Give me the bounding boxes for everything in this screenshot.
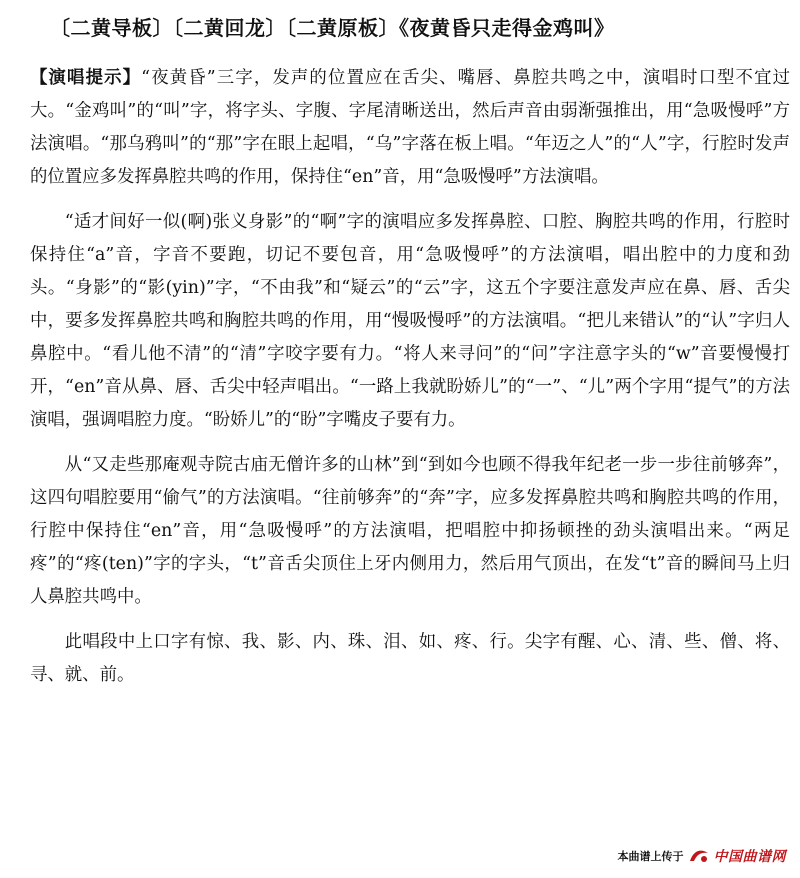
paragraph-1-text: “夜黄昏”三字，发声的位置应在舌尖、嘴唇、鼻腔共鸣之中，演唱时口型不宜过大。“金鸡叫”的“叫”字，将字头、字腹、字尾清晰送出，然后声音由弱渐强推出，用“急吸慢呼”方法演唱。“那乌鸦叫”的“那”字在眼上起唱，“乌”字落在板上唱。“年迈之人”的“人”字，行腔时发声的位置应多发挥鼻腔共鸣的作用，保持住“en”音，用“急吸慢呼”方法演唱。 [30, 68, 790, 187]
footer-uploaded-text: 本曲谱上传于 [617, 850, 684, 863]
paragraph-2: “适才间好一似(啊)张义身影”的“啊”字的演唱应多发挥鼻腔、口腔、胸腔共鸣的作用，行腔时保持住“a”音，字音不要跑，切记不要包音，用“急吸慢呼”的方法演唱，唱出腔中的力度和劲头。“身影”的“影(yin)”字，“不由我”和“疑云”的“云”字，这五个字要注意发声应在鼻、唇、舌尖中，要多发挥鼻腔共鸣和胸腔共鸣的作用，用“慢吸慢呼”的方法演唱。“把儿来错认”的“认”字归人鼻腔中。“看儿他不清”的“清”字咬字要有力。“将人来寻问”的“问”字注意字头的“w”音要慢慢打开，“en”音从鼻、唇、舌尖中轻声唱出。“一路上我就盼娇儿”的“一”、“儿”两个字用“提气”的方法演唱，强调唱腔力度。“盼娇儿”的“盼”字嘴皮子要有力。 [30, 212, 790, 430]
page-title: 〔二黄导板〕〔二黄回龙〕〔二黄原板〕《夜黄昏只走得金鸡叫》 [50, 16, 615, 40]
footer-credit [618, 844, 787, 868]
site-logo-icon [688, 847, 710, 865]
tip-label: 【演唱提示】 [30, 68, 142, 88]
paragraph-3: 从“又走些那庵观寺院古庙无僧许多的山林”到“到如今也顾不得我年纪老一步一步往前够奔”，这四句唱腔要用“偷气”的方法演唱。“往前够奔”的“奔”字，应多发挥鼻腔共鸣和胸腔共鸣的作用，行腔中保持住“en”音，用“急吸慢呼”的方法演唱，把唱腔中抑扬顿挫的劲头演唱出来。“两足疼”的“疼(ten)”字的字头，“t”音舌尖顶住上牙内侧用力，然后用气顶出，在发“t”音的瞬间马上归人鼻腔共鸣中。 [30, 455, 790, 607]
site-name[interactable]: 中国曲谱网 [713, 849, 786, 865]
paragraph-1 [30, 62, 790, 194]
article-body [30, 62, 790, 704]
paragraph-4: 此唱段中上口字有惊、我、影、内、珠、泪、如、疼、行。尖字有醒、心、清、些、僧、将、寻、就、前。 [30, 632, 790, 685]
